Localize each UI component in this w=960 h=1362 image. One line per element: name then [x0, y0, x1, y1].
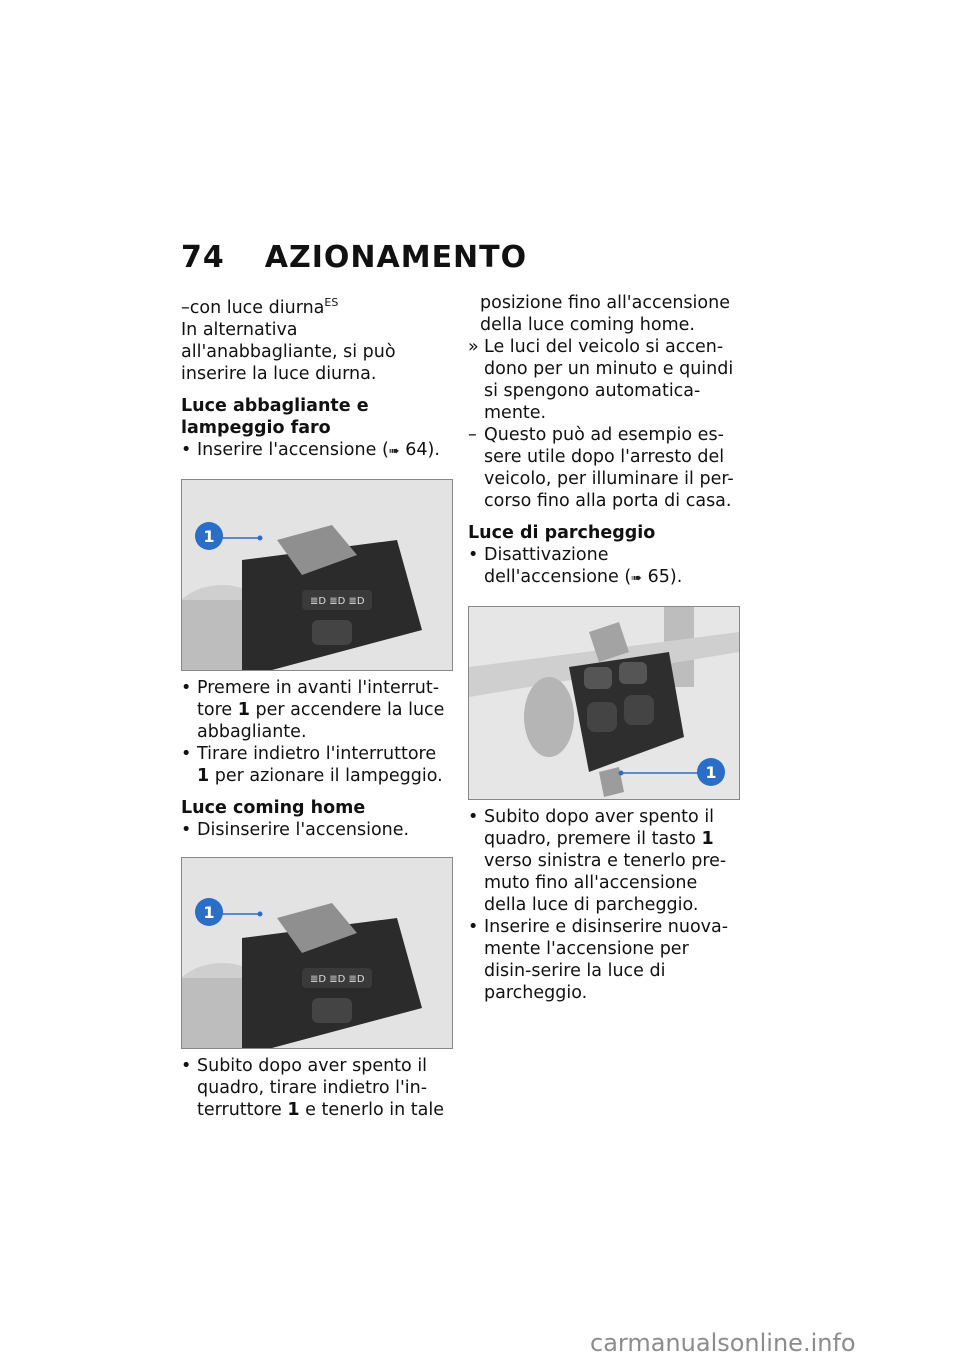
- page-number: 74: [181, 240, 225, 275]
- heading-coming-home: Luce coming home: [181, 797, 366, 818]
- right-column: [468, 292, 740, 1004]
- switch-figure-3: [468, 606, 740, 800]
- bullet-toggle-ignition: • Inserire e disinserire nuova-mente l'accensione per disin-serire la luce di parcheggio.: [468, 917, 729, 1003]
- watermark: carmanualsonline.info: [590, 1329, 856, 1357]
- continuation-text: posizione fino all'accensione della luce coming home.: [480, 293, 730, 335]
- page-header: [181, 240, 527, 275]
- dash-note: – Questo può ad esempio es-sere utile dopo l'arresto del veicolo, per illuminare il per-corso fino alla porta di casa.: [468, 425, 734, 511]
- left-column: [181, 292, 453, 1121]
- switch-figure-1: [181, 479, 453, 671]
- daylight-option: –con luce diurna$^{ES}$: [181, 296, 339, 318]
- figure-callout-2: 1: [203, 902, 215, 922]
- reference-arrow-icon: ➠: [631, 571, 643, 586]
- heading-parking-light: Luce di parcheggio: [468, 523, 656, 543]
- bullet-coming-home-action: • Subito dopo aver spento il quadro, tirare indietro l'in-terruttore 1 e tenerlo in tale: [181, 1055, 444, 1120]
- daylight-text: In alternativa all'anabbagliante, si può inserire la luce diurna.: [181, 319, 396, 384]
- reference-arrow-icon: ➠: [388, 443, 400, 459]
- bullet-push-forward: • Premere in avanti l'interrut-tore 1 per accendere la luce abbagliante.: [181, 677, 445, 742]
- figure-callout-1: 1: [203, 526, 215, 546]
- bullet-ignition-on: • Inserire l'accensione (➠ 64).: [181, 439, 440, 460]
- result-lights: » Le luci del veicolo si accen-dono per un minuto e quindi si spengono automatica-mente.: [468, 337, 734, 423]
- bullet-press-button: • Subito dopo aver spento il quadro, premere il tasto 1 verso sinistra e tenerlo pre-muto fino all'accensione della luce di parcheggio.: [468, 807, 727, 915]
- svg-text:≣D ≣D ≣D: ≣D ≣D ≣D: [310, 595, 365, 607]
- figure-callout-3: 1: [705, 763, 717, 782]
- switch-figure-2: [181, 857, 453, 1049]
- bullet-pull-back: • Tirare indietro l'interruttore 1 per azionare il lampeggio.: [181, 743, 443, 786]
- bullet-ignition-off: • Disinserire l'accensione.: [181, 819, 410, 840]
- page-title: AZIONAMENTO: [264, 240, 528, 275]
- bullet-ignition-off-2: • Disattivazione dell'accensione (➠ 65).: [468, 545, 683, 587]
- heading-high-beam: Luce abbagliante e lampeggio faro: [181, 395, 369, 438]
- svg-text:≣D ≣D ≣D: ≣D ≣D ≣D: [310, 973, 365, 985]
